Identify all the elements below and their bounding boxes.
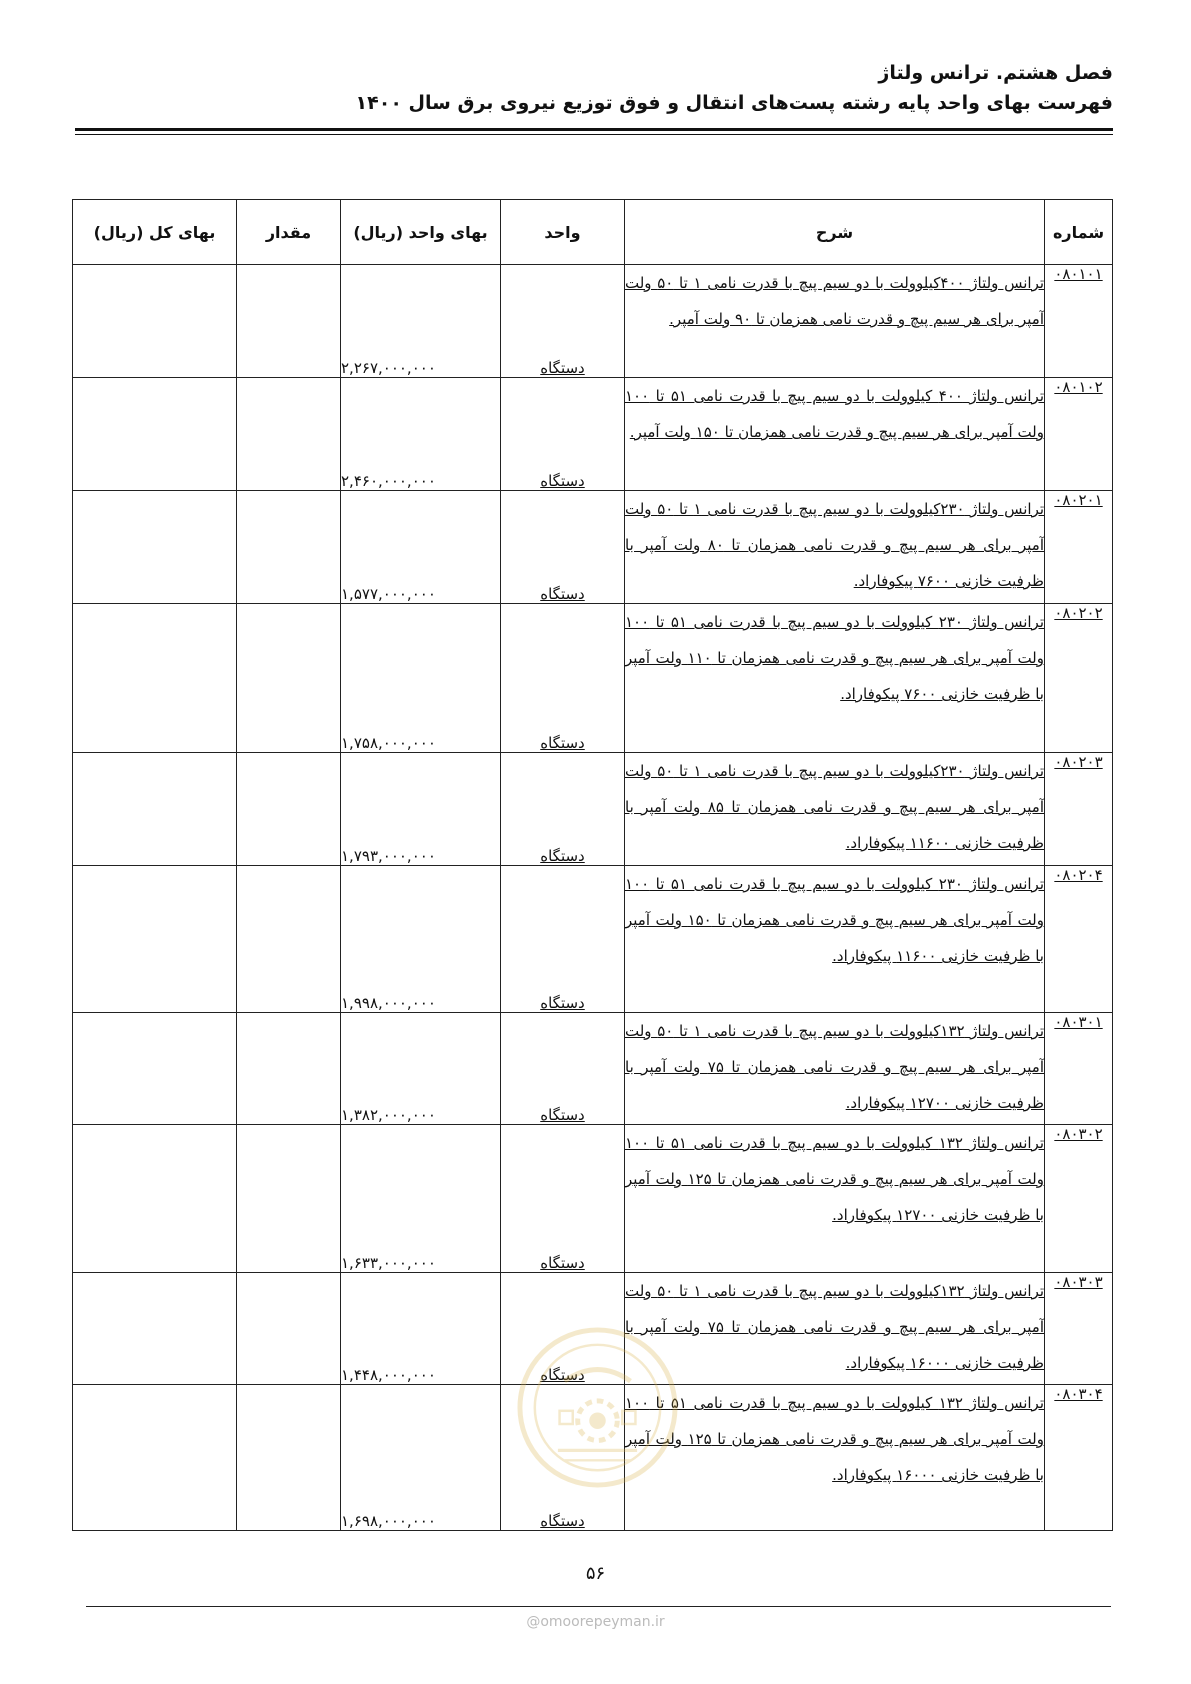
item-total-price <box>73 753 237 866</box>
item-code: ۰۸۰۳۰۳ <box>1054 1273 1103 1291</box>
item-quantity <box>237 753 341 866</box>
item-code-cell <box>1045 753 1113 866</box>
table-row <box>73 1125 1113 1273</box>
item-unit-price: ۱,۵۷۷,۰۰۰,۰۰۰ <box>341 491 501 604</box>
column-header-quantity: مقدار <box>237 200 341 265</box>
item-quantity <box>237 378 341 491</box>
item-total-price <box>73 265 237 378</box>
item-total-price <box>73 1125 237 1273</box>
website-watermark-text: @omoorepeyman.ir <box>526 1614 665 1630</box>
item-total-price <box>73 1013 237 1125</box>
item-description: ترانس ولتاژ ۴۰۰ کیلوولت با دو سیم پیچ با قدرت نامی ۵۱ تا ۱۰۰ ولت آمپر برای هر سیم پیچ و قدرت نامی همزمان تا ۱۵۰ ولت آمپر. <box>625 387 1044 441</box>
item-total-price <box>73 491 237 604</box>
item-description-cell <box>625 265 1045 378</box>
item-code: ۰۸۰۲۰۴ <box>1054 866 1103 884</box>
item-total-price <box>73 1385 237 1531</box>
header-rule-thick <box>75 128 1113 131</box>
item-description: ترانس ولتاژ ۱۳۲کیلوولت با دو سیم پیچ با قدرت نامی ۱ تا ۵۰ ولت آمپر برای هر سیم پیچ و قدرت نامی همزمان تا ۷۵ ولت آمپر با ظرفیت خازنی ۱۲۷۰۰ پیکوفاراد. <box>625 1022 1045 1112</box>
item-description-cell <box>625 1013 1045 1125</box>
item-unit-cell <box>501 265 625 378</box>
item-code-cell <box>1045 1273 1113 1385</box>
item-quantity <box>237 1273 341 1385</box>
item-quantity <box>237 1125 341 1273</box>
item-description-cell <box>625 1385 1045 1531</box>
item-code-cell <box>1045 1125 1113 1273</box>
item-description-cell <box>625 378 1045 491</box>
item-code-cell <box>1045 378 1113 491</box>
item-code: ۰۸۰۲۰۱ <box>1054 491 1103 509</box>
item-unit: دستگاه <box>540 1512 585 1530</box>
table-row <box>73 753 1113 866</box>
item-quantity <box>237 491 341 604</box>
item-unit-cell <box>501 491 625 604</box>
table-row <box>73 866 1113 1013</box>
column-header-unit: واحد <box>501 200 625 265</box>
item-description: ترانس ولتاژ ۱۳۲کیلوولت با دو سیم پیچ با قدرت نامی ۱ تا ۵۰ ولت آمپر برای هر سیم پیچ و قدرت نامی همزمان تا ۷۵ ولت آمپر با ظرفیت خازنی ۱۶۰۰۰ پیکوفاراد. <box>625 1282 1045 1372</box>
footer-rule <box>86 1606 1111 1607</box>
item-description: ترانس ولتاژ ۲۳۰کیلوولت با دو سیم پیچ با قدرت نامی ۱ تا ۵۰ ولت آمپر برای هر سیم پیچ و قدرت نامی همزمان تا ۸۰ ولت آمپر با ظرفیت خازنی ۷۶۰۰ پیکوفاراد. <box>625 500 1045 590</box>
item-unit-price: ۱,۷۹۳,۰۰۰,۰۰۰ <box>341 753 501 866</box>
item-unit: دستگاه <box>540 994 585 1012</box>
item-description: ترانس ولتاژ ۲۳۰ کیلوولت با دو سیم پیچ با قدرت نامی ۵۱ تا ۱۰۰ ولت آمپر برای هر سیم پیچ و قدرت نامی همزمان تا ۱۱۰ ولت آمپر با ظرفیت خازنی ۷۶۰۰ پیکوفاراد. <box>625 613 1044 703</box>
chapter-title: فصل هشتم. ترانس ولتاژ <box>878 62 1113 84</box>
item-total-price <box>73 604 237 753</box>
item-code-cell <box>1045 265 1113 378</box>
omoorepeyman-seal-icon <box>515 1325 680 1490</box>
item-code: ۰۸۰۳۰۴ <box>1054 1385 1103 1403</box>
item-quantity <box>237 265 341 378</box>
item-unit-cell <box>501 753 625 866</box>
item-code: ۰۸۰۳۰۱ <box>1054 1013 1103 1031</box>
item-description-cell <box>625 604 1045 753</box>
item-unit: دستگاه <box>540 585 585 603</box>
table-header-row <box>73 200 1113 265</box>
item-code-cell <box>1045 491 1113 604</box>
item-unit: دستگاه <box>540 734 585 752</box>
item-unit: دستگاه <box>540 1254 585 1272</box>
item-unit-price: ۱,۶۳۳,۰۰۰,۰۰۰ <box>341 1125 501 1273</box>
item-unit-price: ۱,۳۸۲,۰۰۰,۰۰۰ <box>341 1013 501 1125</box>
page-number: ۵۶ <box>585 1563 606 1584</box>
item-unit: دستگاه <box>540 1366 585 1384</box>
item-code-cell <box>1045 1385 1113 1531</box>
item-code: ۰۸۰۲۰۲ <box>1054 604 1103 622</box>
column-header-total-price: بهای کل (ریال) <box>73 200 237 265</box>
item-code: ۰۸۰۱۰۱ <box>1054 265 1103 283</box>
item-unit: دستگاه <box>540 1106 585 1124</box>
item-description-cell <box>625 1125 1045 1273</box>
item-description: ترانس ولتاژ ۱۳۲ کیلوولت با دو سیم پیچ با قدرت نامی ۵۱ تا ۱۰۰ ولت آمپر برای هر سیم پیچ و قدرت نامی همزمان تا ۱۲۵ ولت آمپر با ظرفیت خازنی ۱۲۷۰۰ پیکوفاراد. <box>625 1134 1044 1224</box>
item-description-cell <box>625 866 1045 1013</box>
page-header <box>75 58 1113 118</box>
table-row <box>73 378 1113 491</box>
header-rule-thin <box>75 134 1113 135</box>
item-unit: دستگاه <box>540 847 585 865</box>
item-description-cell <box>625 491 1045 604</box>
item-code: ۰۸۰۱۰۲ <box>1054 378 1103 396</box>
item-unit: دستگاه <box>540 359 585 377</box>
item-unit-price: ۱,۶۹۸,۰۰۰,۰۰۰ <box>341 1385 501 1531</box>
item-description: ترانس ولتاژ ۲۳۰ کیلوولت با دو سیم پیچ با قدرت نامی ۵۱ تا ۱۰۰ ولت آمپر برای هر سیم پیچ و قدرت نامی همزمان تا ۱۵۰ ولت آمپر با ظرفیت خازنی ۱۱۶۰۰ پیکوفاراد. <box>625 875 1044 965</box>
item-unit-cell <box>501 1125 625 1273</box>
item-unit-price: ۲,۴۶۰,۰۰۰,۰۰۰ <box>341 378 501 491</box>
item-unit-price: ۲,۲۶۷,۰۰۰,۰۰۰ <box>341 265 501 378</box>
item-code-cell <box>1045 866 1113 1013</box>
item-description: ترانس ولتاژ ۲۳۰کیلوولت با دو سیم پیچ با قدرت نامی ۱ تا ۵۰ ولت آمپر برای هر سیم پیچ و قدرت نامی همزمان تا ۸۵ ولت آمپر با ظرفیت خازنی ۱۱۶۰۰ پیکوفاراد. <box>625 762 1045 852</box>
item-quantity <box>237 866 341 1013</box>
item-total-price <box>73 1273 237 1385</box>
item-description: ترانس ولتاژ ۱۳۲ کیلوولت با دو سیم پیچ با قدرت نامی ۵۱ تا ۱۰۰ ولت آمپر برای هر سیم پیچ و قدرت نامی همزمان تا ۱۲۵ ولت آمپر با ظرفیت خازنی ۱۶۰۰۰ پیکوفاراد. <box>625 1394 1044 1484</box>
table-row <box>73 1013 1113 1125</box>
item-code-cell <box>1045 1013 1113 1125</box>
item-unit-cell <box>501 1013 625 1125</box>
table-row <box>73 265 1113 378</box>
item-description-cell <box>625 753 1045 866</box>
table-row <box>73 604 1113 753</box>
column-header-description: شرح <box>625 200 1045 265</box>
column-header-unit-price: بهای واحد (ریال) <box>341 200 501 265</box>
column-header-code: شماره <box>1045 200 1113 265</box>
item-unit-price: ۱,۹۹۸,۰۰۰,۰۰۰ <box>341 866 501 1013</box>
item-unit-price: ۱,۴۴۸,۰۰۰,۰۰۰ <box>341 1273 501 1385</box>
item-description-cell <box>625 1273 1045 1385</box>
item-code: ۰۸۰۲۰۳ <box>1054 753 1103 771</box>
document-title: فهرست بهای واحد پایه رشته پست‌های انتقال و فوق توزیع نیروی برق سال ۱۴۰۰ <box>355 92 1113 114</box>
item-quantity <box>237 604 341 753</box>
item-unit-cell <box>501 866 625 1013</box>
item-code-cell <box>1045 604 1113 753</box>
item-code: ۰۸۰۳۰۲ <box>1054 1125 1103 1143</box>
table-row <box>73 491 1113 604</box>
item-quantity <box>237 1013 341 1125</box>
item-unit: دستگاه <box>540 472 585 490</box>
item-description: ترانس ولتاژ ۴۰۰کیلوولت با دو سیم پیچ با قدرت نامی ۱ تا ۵۰ ولت آمپر برای هر سیم پیچ و قدرت نامی همزمان تا ۹۰ ولت آمپر. <box>625 274 1045 328</box>
item-unit-cell <box>501 378 625 491</box>
item-total-price <box>73 378 237 491</box>
item-unit-price: ۱,۷۵۸,۰۰۰,۰۰۰ <box>341 604 501 753</box>
item-total-price <box>73 866 237 1013</box>
item-unit-cell <box>501 604 625 753</box>
item-quantity <box>237 1385 341 1531</box>
